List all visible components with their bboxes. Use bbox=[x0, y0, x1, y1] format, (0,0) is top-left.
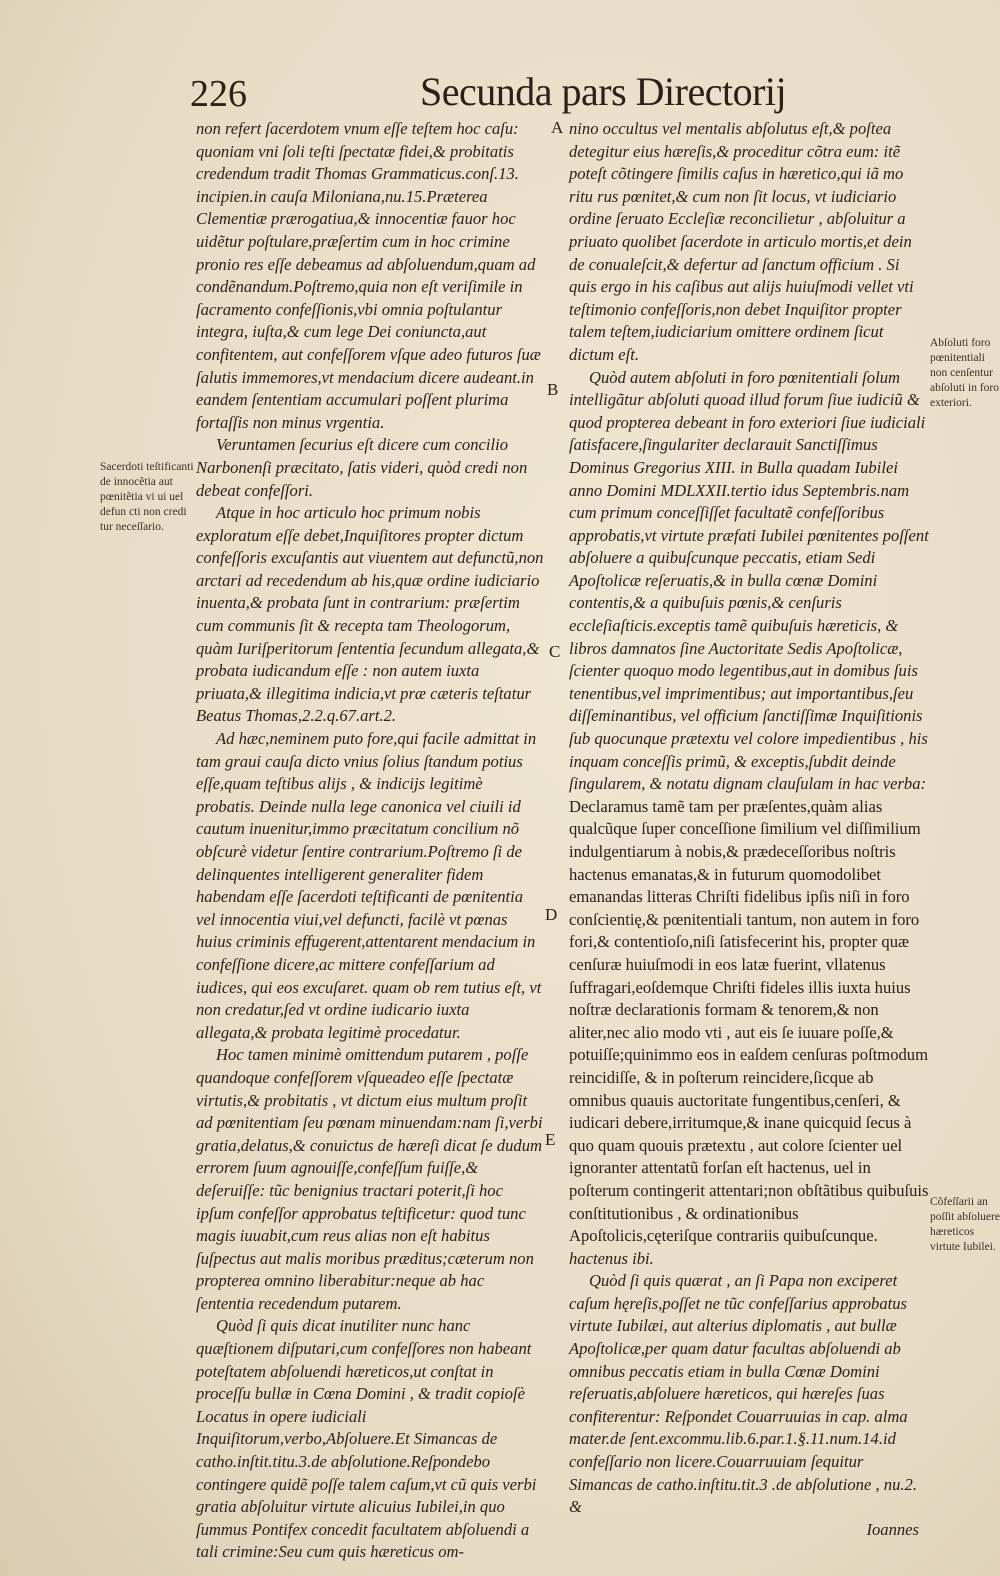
section-letter-d: D bbox=[545, 905, 558, 924]
margin-note-right-1: Abſoluti foro pœnitentiali non cenſentur abſoluti in foro exteriori. bbox=[930, 337, 999, 409]
running-header bbox=[0, 62, 1000, 115]
section-letter-e: E bbox=[545, 1130, 556, 1149]
left-paragraph-4: Ad hæc,neminem puto fore,qui facile admittat in tam graui cauſa dicto vnius ſolius ſtandum potius eſſe,quam teſtibus alijs , & indicijs legitimè probatis. Deinde nulla lege canonica vel ciuili id cautum inuenitur,immo præcitatum concilium nõ obſcurè videtur ſentire contrarium.Poſtremo ſi de delinquentes intelligerent generaliter fidem habendam eſſe ſacerdoti teſtificanti de pœnitentia vel innocentia viui,vel defuncti, facilè vt pœnas huius criminis effugerent,attentarent mendacium in confeſſione dicere,ac mittere confeſſarium ad iudices, qui eos excuſaret. quam ob rem tutius eſt, vt non credatur,ſed vt ordine iudicario iuxta allegata,& probata legitimè procedatur. bbox=[196, 729, 542, 1042]
right-paragraph-1: nino occultus vel mentalis abſolutus eſt,& poſtea detegitur eius hæreſis,& proceditur cõtra eum: itẽ poteſt cõtingere ſimilis caſus in hæretico,qui iã mo ritu rus pœnitet,& cum non ſit locus, vt iudiciario ordine ſeruato Eccleſiæ reconcilietur , abſoluitur a priuato quolibet ſacerdote in articulo mortis,et dein de conualeſcit,& defertur ad ſanctum officium . Si quis ergo in his caſibus aut alijs huiuſmodi vellet vti teſtimonio confeſſoris,non debet Inquiſitor propter talem teſtem,iudiciarium omittere ordinem ſicut dictum eſt. bbox=[569, 119, 914, 364]
papal-bull-quotation: Declaramus tamẽ tam per præſentes,quàm alias qualcũque ſuper conceſſione ſimilium vel diſſimilium indulgentiarum à nobis,& prædeceſſoribus noſtris hactenus emanatas,& in futurum quomodolibet emanandas litteras Chriſti fidelibus ipſis niſi in foro conſcientię,& pœnitentiali tantum, non autem in foro fori,& contentioſo,niſi ſatisfecerint his, propter quæ cenſuræ huiuſmodi in eos latæ fuerint, vllatenus ſuffragari,eoſdemque Chriſti fideles illis iuxta huius noſtræ declarationis formam & tenorem,& non aliter,nec alio modo vti , aut eis ſe iuuare poſſe,& potuiſſe;quinimmo eos in eaſdem cenſuras poſtmodum reincidiſſe, & in poſterum reincidere,ſicque ab omnibus quauis auctoritate fungentibus,cenſeri, & iudicari debere,irritumque,& inane quicquid ſecus à quo quam quouis prætextu , aut colore ſcienter uel ignoranter attentatũ forſan eſt hactenus, uel in poſterum contingerit attentari;non obſtãtibus quibuſuis conſtitutionibus , & ordinationibus Apoſtolicis,cęteriſque contrariis quibuſcunque. bbox=[569, 796, 929, 1246]
left-column bbox=[196, 118, 544, 1564]
right-paragraph-3: Quòd ſi quis quærat , an ſi Papa non exciperet caſum hęreſis,poſſet ne tũc confeſſarius approbatus virtute Iubilæi, aut alterius diplomatis , aut bullæ Apoſtolicæ,per quam datur facultas abſoluendi ab omnibus peccatis etiam in bulla Cœnæ Domini reſeruatis,abſoluere hæreticos, qui hæreſes ſuas confiterentur: Reſpondet Couarruuias in cap. alma mater.de ſent.excommu.lib.6.par.1.§.11.num.14.id confeſſario non licere.Couarruuiam ſequitur Simancas de catho.inſtitu.tit.3 .de abſolutione , nu.2. & bbox=[569, 1271, 917, 1517]
page-number: 226 bbox=[190, 73, 247, 115]
left-paragraph-3: Atque in hoc articulo hoc primum nobis exploratum eſſe debet,Inquiſitores propter dictum confeſſoris excuſantis aut viuentem aut defunctũ,non arctari ad recedendum ab his,quæ ordine iudiciario inuenta,& probata ſunt in contrarium: præſertim cum communis ſit & recepta tam Theologorum, quàm Iuriſperitorum ſententia ſecundum allegata,& probata iudicandum eſſe : non autem iuxta priuata,& illegitima indicia,vt præ cæteris teſtatur Beatus Thomas,2.2.q.67.art.2. bbox=[196, 503, 544, 726]
left-paragraph-2: Veruntamen ſecurius eſt dicere cum concilio Narbonenſi præcitato, ſatis videri, quòd credi non debeat confeſſori. bbox=[196, 435, 528, 500]
quotation-end: hactenus ibi. bbox=[569, 1248, 654, 1268]
running-title: Secunda pars Directorij bbox=[420, 69, 787, 114]
left-paragraph-1: non refert ſacerdotem vnum eſſe teſtem hoc caſu: quoniam vni ſoli teſti ſpectatæ fidei,& probitatis credendum tradit Thomas Grammaticus.conſ.13. incipien.in cauſa Miloniana,nu.15.Præterea Clementiæ prærogatiua,& innocentiæ fauor hoc uidẽtur poſtulare,præſertim cum in hoc crimine pronio res eſſe debeamus ad abſoluendum,quam ad condẽnandum.Poſtremo,quia non eſt veriſimile in ſacramento confeſſionis,vbi omnia poſtulantur integra, iuſta,& cum lege Dei coniuncta,aut confitentem, aut confeſſorem vſque adeo futuros ſuæ ſalutis immemores,vt mendacium dicere audeant.in eandem ſententiam accumulari poſſent plurima fortaſſis non minus vrgentia. bbox=[196, 119, 541, 432]
margin-note-left: Sacerdoti teſtificanti de innocẽtia aut pœnitẽtia vi ui uel defun cti non credi tur neceſſario. bbox=[100, 461, 194, 533]
left-paragraph-5: Hoc tamen minimè omittendum putarem , poſſe quandoque confeſſorem vſqueadeo eſſe ſpectatæ virtutis,& probitatis , vt dictum eius multum proſit ad pœnitentiam ſeu pœnam minuendam:nam ſi,verbi gratia,delatus,& conuictus de hæreſi dicat ſe dudum errorem ſuum agnouiſſe,confeſſum fuiſſe,& deſeruiſſe: tũc benignius tractari poterit,ſi hoc ipſum confeſſor approbatus teſtificetur: quod tunc magis iuuabit,cum reus alias non eſt habitus ſuſpectus aut malis moribus præditus;cæterum non propterea omnino liberabitur:neque ab hac ſententia recedendum putarem. bbox=[196, 1045, 543, 1313]
left-paragraph-6: Quòd ſi quis dicat inutiliter nunc hanc quæſtionem diſputari,cum confeſſores non habeant poteſtatem abſoluendi hæreticos,ut conſtat in proceſſu bullæ in Cœna Domini , & tradit copioſè Locatus in opere iudiciali Inquiſitorum,verbo,Abſoluere.Et Simancas de catho.inſtit.titu.3.de abſolutione.Reſpondebo contingere quidẽ poſſe talem caſum,vt cũ quis verbi gratia abſoluitur virtute alicuius Iubilei,in quo ſummus Pontifex concedit facultatem abſoluendi a tali crimine:Seu cum quis hæreticus om- bbox=[196, 1316, 537, 1562]
right-paragraph-2-italic: Quòd autem abſoluti in foro pœnitentiali ſolum intelligãtur abſoluti quoad illud forum ſiue iudiciũ & quod propterea debeant in foro exteriori ſiue iudiciali ſatisfacere,ſingulariter declarauit Sanctiſſimus Dominus Gregorius XIII. in Bulla quadam Iubilei anno Domini MDLXXII.tertio idus Septembris.nam cum primum conceſſiſſet facultatẽ confeſſoribus approbatis,vt virtute præfati Iubilei pœnitentes poſſent abſoluere a quibuſcunque peccatis, etiam Sedi Apoſtolicæ reſeruatis,& in bulla cœnæ Domini contentis,& a quibuſuis pœnis,& cenſuris eccleſiaſticis.exceptis tamẽ quibuſuis hæreticis, & libros damnatos ſine Auctoritate Sedis Apoſtolicæ, ſcienter quoquo modo legentibus,aut in domibus ſuis tenentibus,vel imprimentibus; aut importantibus,ſeu diſſeminantibus, vel officium ſanctiſſimæ Inquiſitionis ſub quocunque prætextu vel colore impedientibus , his inquam conceſſis primũ, & exceptis,ſubdit deinde ſingularem, & notatu dignam clauſulam in hac verba: bbox=[569, 367, 929, 794]
margin-note-right-2: Cõfeſſarii an poſſit abſoluere hæreticos virtute Iubilei. bbox=[930, 1196, 1000, 1253]
right-column bbox=[569, 118, 929, 1541]
section-letter-a: A bbox=[551, 118, 564, 137]
catchword: Ioannes bbox=[866, 1519, 919, 1539]
section-letter-b: B bbox=[547, 380, 559, 399]
section-letter-c: C bbox=[549, 642, 561, 661]
